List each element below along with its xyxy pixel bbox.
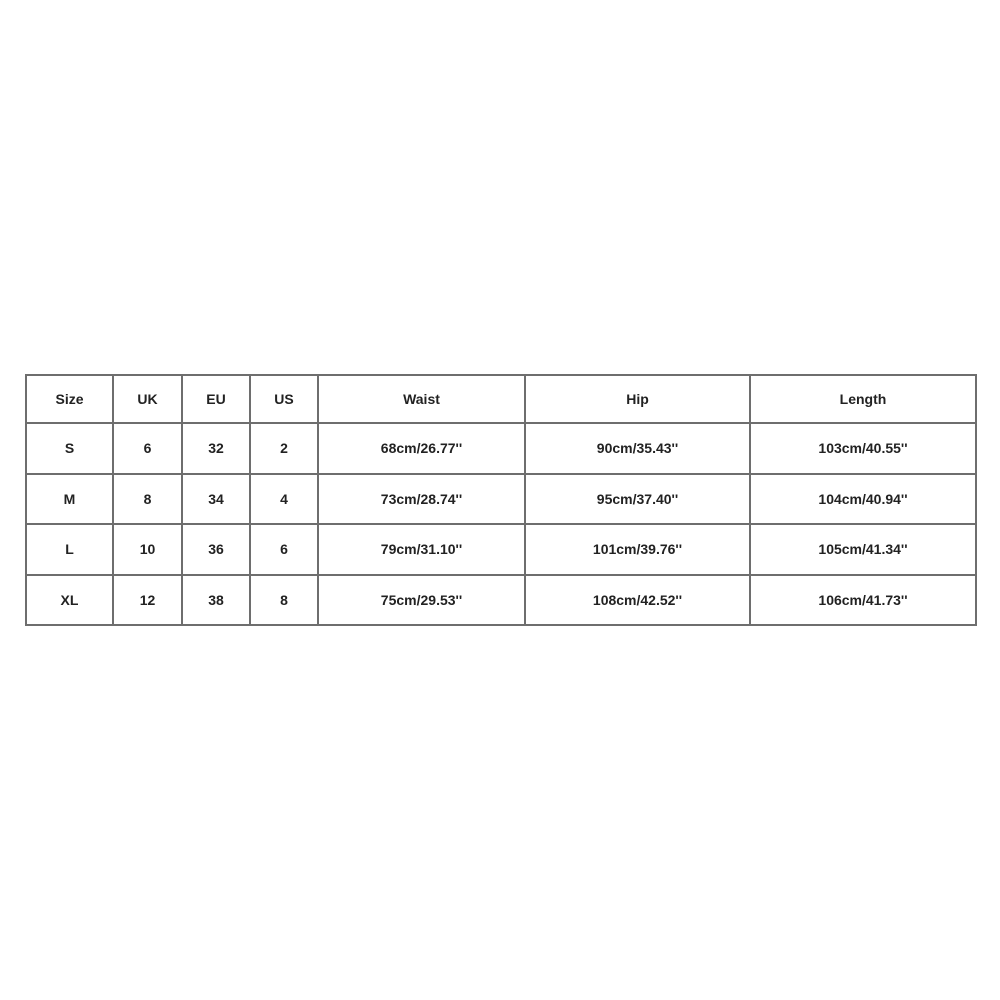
cell-uk: 6 — [113, 423, 182, 474]
cell-eu: 34 — [182, 474, 250, 525]
cell-waist: 75cm/29.53'' — [318, 575, 525, 626]
table-row — [26, 423, 976, 474]
cell-us: 2 — [250, 423, 318, 474]
cell-us: 8 — [250, 575, 318, 626]
cell-uk: 10 — [113, 524, 182, 575]
header-uk: UK — [113, 375, 182, 423]
cell-hip: 101cm/39.76'' — [525, 524, 750, 575]
cell-uk: 12 — [113, 575, 182, 626]
cell-uk: 8 — [113, 474, 182, 525]
cell-eu: 32 — [182, 423, 250, 474]
header-eu: EU — [182, 375, 250, 423]
table-header-row — [26, 375, 976, 423]
cell-waist: 79cm/31.10'' — [318, 524, 525, 575]
header-us: US — [250, 375, 318, 423]
header-waist: Waist — [318, 375, 525, 423]
cell-length: 103cm/40.55'' — [750, 423, 976, 474]
header-hip: Hip — [525, 375, 750, 423]
cell-us: 4 — [250, 474, 318, 525]
cell-length: 104cm/40.94'' — [750, 474, 976, 525]
cell-size: S — [26, 423, 113, 474]
cell-waist: 68cm/26.77'' — [318, 423, 525, 474]
cell-eu: 38 — [182, 575, 250, 626]
cell-length: 105cm/41.34'' — [750, 524, 976, 575]
cell-size: L — [26, 524, 113, 575]
cell-length: 106cm/41.73'' — [750, 575, 976, 626]
table-row — [26, 575, 976, 626]
header-length: Length — [750, 375, 976, 423]
cell-us: 6 — [250, 524, 318, 575]
cell-waist: 73cm/28.74'' — [318, 474, 525, 525]
size-chart-table — [25, 374, 977, 626]
cell-hip: 95cm/37.40'' — [525, 474, 750, 525]
cell-size: M — [26, 474, 113, 525]
header-size: Size — [26, 375, 113, 423]
cell-eu: 36 — [182, 524, 250, 575]
cell-hip: 90cm/35.43'' — [525, 423, 750, 474]
table-row — [26, 524, 976, 575]
cell-hip: 108cm/42.52'' — [525, 575, 750, 626]
table-row — [26, 474, 976, 525]
cell-size: XL — [26, 575, 113, 626]
